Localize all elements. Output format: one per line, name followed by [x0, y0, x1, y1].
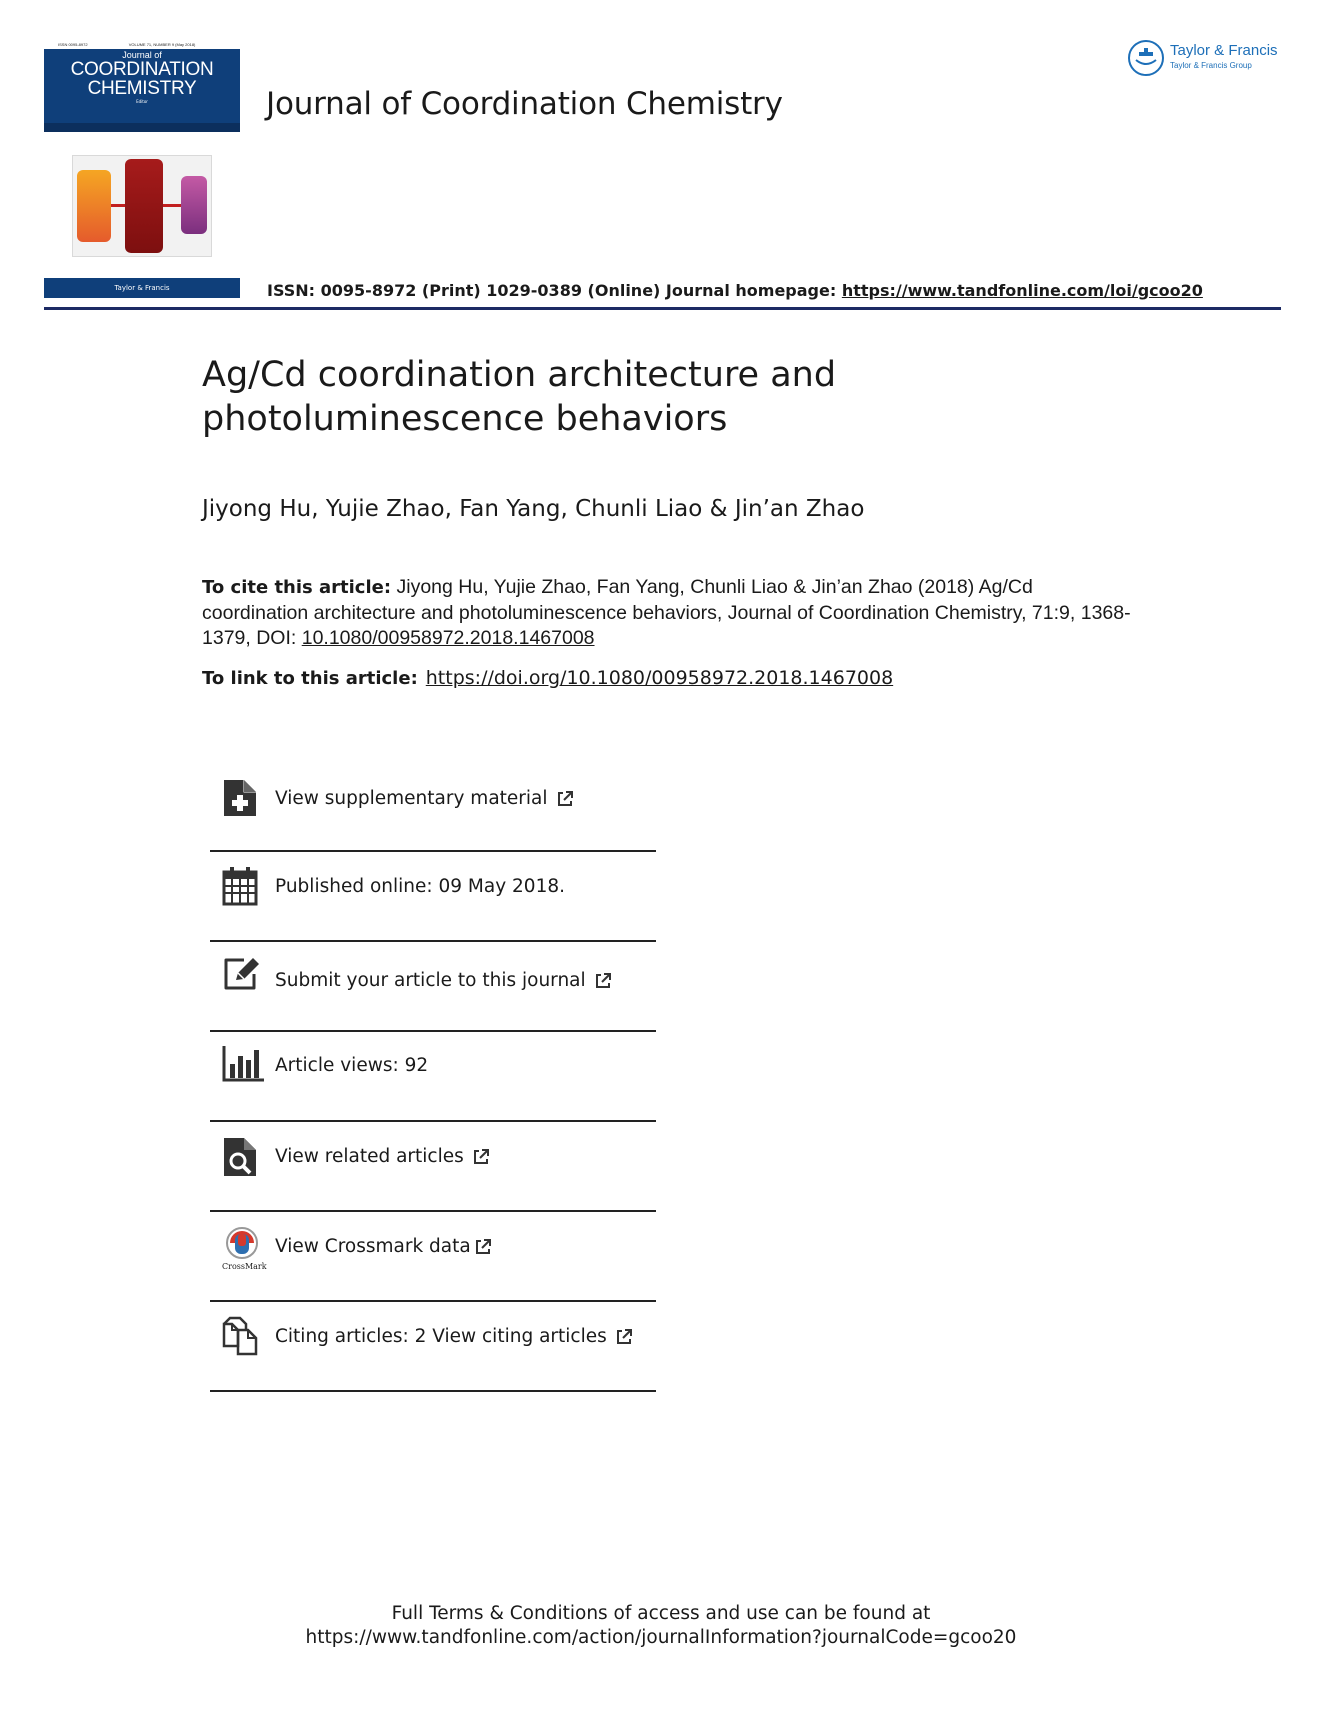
citation-block: [202, 575, 1142, 652]
cover-graphic-arrow: [163, 204, 181, 207]
external-link-icon: [615, 1328, 633, 1346]
list-item-article-views: [210, 1032, 656, 1122]
journal-cover: [44, 40, 240, 132]
bar-chart-icon: [222, 1044, 258, 1084]
journal-title[interactable]: Journal of Coordination Chemistry: [266, 86, 783, 122]
submit-text[interactable]: Submit your article to this journal: [275, 970, 586, 991]
terms-footer: [0, 1602, 1322, 1650]
list-item-supplementary[interactable]: [210, 760, 656, 852]
cover-graphic-purple-box: [181, 176, 207, 234]
article-authors: Jiyong Hu, Yujie Zhao, Fan Yang, Chunli Liao & Jin’an Zhao: [202, 496, 865, 522]
article-title-line: Ag/Cd coordination architecture and: [202, 355, 837, 395]
external-link-icon: [472, 1148, 490, 1166]
article-views-text: Article views: 92: [275, 1055, 429, 1076]
article-views-label: [275, 1055, 428, 1076]
cover-issn: ISSN 0095-8972: [58, 42, 88, 47]
edit-icon: [222, 956, 258, 996]
external-link-icon: [556, 790, 574, 808]
crossmark-text[interactable]: View Crossmark data: [275, 1236, 471, 1257]
citation-label: To cite this article:: [202, 577, 392, 598]
article-title-line: photoluminescence behaviors: [202, 399, 728, 439]
published-text: Published online: 09 May 2018.: [275, 876, 566, 897]
related-label[interactable]: [275, 1146, 490, 1167]
cover-graphic-arrow: [111, 204, 125, 207]
citing-articles-label[interactable]: [275, 1326, 633, 1347]
cover-journal-of: Journal of: [122, 50, 162, 60]
cover-title-line2: CHEMISTRY: [87, 78, 197, 99]
crossmark-sublabel: CrossMark: [222, 1262, 267, 1271]
cover-publisher-bar: Taylor & Francis: [44, 278, 240, 298]
citing-articles-text[interactable]: Citing articles: 2 View citing articles: [275, 1326, 607, 1347]
cover-sub-bar: [44, 123, 240, 132]
issn-line: [267, 281, 1203, 300]
external-link-icon: [474, 1238, 492, 1256]
supplementary-text[interactable]: View supplementary material: [275, 788, 548, 809]
issn-text: ISSN: 0095-8972 (Print) 1029-0389 (Online) Journal homepage:: [267, 281, 842, 300]
list-item-submit[interactable]: [210, 942, 656, 1032]
list-item-related[interactable]: [210, 1122, 656, 1212]
article-doi-url[interactable]: https://doi.org/10.1080/00958972.2018.1467008: [425, 667, 894, 689]
article-link-label: To link to this article:: [202, 668, 418, 689]
list-item-published: [210, 852, 656, 942]
article-actions-list: [210, 760, 656, 1392]
crossmark-icon: [222, 1226, 267, 1271]
copy-documents-icon: [222, 1316, 258, 1356]
article-title: [202, 353, 1102, 441]
publisher-group: Taylor & Francis Group: [1170, 61, 1252, 70]
crossmark-label[interactable]: [275, 1236, 492, 1257]
list-item-citing-articles[interactable]: [210, 1302, 656, 1392]
terms-url[interactable]: https://www.tandfonline.com/action/journalInformation?journalCode=gcoo20: [305, 1627, 1017, 1648]
terms-line: Full Terms & Conditions of access and use can be found at: [391, 1603, 931, 1624]
header-rule: [44, 307, 1281, 310]
journal-homepage-link[interactable]: https://www.tandfonline.com/loi/gcoo20: [841, 281, 1203, 300]
article-link-line: [202, 667, 893, 689]
publisher-logo[interactable]: [1128, 38, 1288, 78]
publisher-logo-icon: [1128, 40, 1164, 76]
citation-doi-link[interactable]: 10.1080/00958972.2018.1467008: [301, 627, 595, 649]
published-label: [275, 876, 565, 897]
external-link-icon: [594, 972, 612, 990]
search-document-icon: [222, 1136, 258, 1176]
list-item-crossmark[interactable]: [210, 1212, 656, 1302]
supplementary-label[interactable]: [275, 788, 574, 809]
calendar-icon: [222, 866, 258, 906]
submit-label[interactable]: [275, 970, 612, 991]
citation-text: Jiyong Hu, Yujie Zhao, Fan Yang, Chunli Liao & Jin’an Zhao (2018) Ag/Cd coordination architecture and photoluminescence behaviors, Journal of Coordination Chemistry, 71:9, 1368-1379, DOI:: [202, 576, 1131, 649]
cover-top-strip: [44, 40, 240, 49]
cover-editor: Editor: [136, 99, 148, 104]
cover-graphic-red-box: [125, 159, 163, 253]
publisher-brand: Taylor & Francis: [1170, 42, 1278, 59]
document-plus-icon: [222, 778, 258, 818]
cover-graphic: [72, 155, 212, 257]
related-text[interactable]: View related articles: [275, 1146, 464, 1167]
cover-title-line1: COORDINATION: [70, 59, 214, 80]
cover-graphic-orange-box: [77, 170, 111, 242]
cover-volume: VOLUME 71, NUMBER 9 (May 2018): [128, 42, 196, 47]
